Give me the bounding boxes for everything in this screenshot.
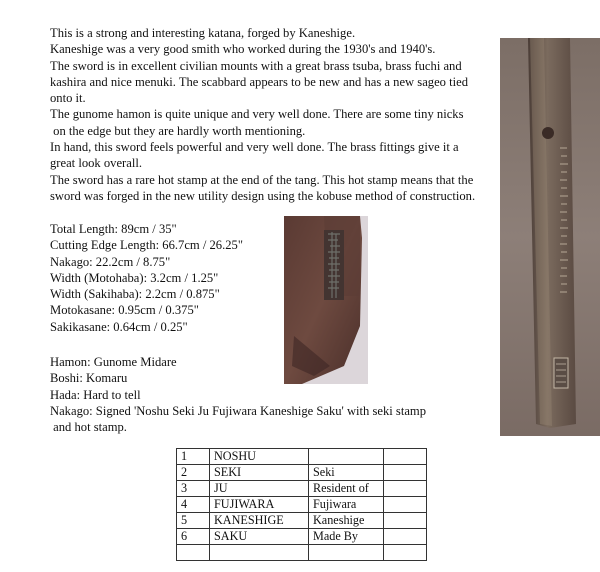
intro-line: onto it. (50, 91, 86, 106)
tang-stamp-image (284, 216, 368, 384)
table-row (177, 465, 427, 481)
specifications-list (50, 221, 243, 335)
blank-cell (384, 497, 427, 513)
spec-nakago: Nakago: 22.2cm / 8.75" (50, 254, 171, 269)
romaji-cell: SAKU (210, 529, 309, 545)
translation-cell: Kaneshige (309, 513, 384, 529)
intro-line: The gunome hamon is quite unique and very well done. There are some tiny nicks (50, 107, 464, 122)
romaji-cell: JU (210, 481, 309, 497)
tang-photo (500, 38, 600, 436)
tang-stamp-photo (284, 216, 368, 384)
intro-line: kashira and nice menuki. The scabbard appears to be new and has a new sageo tied (50, 74, 469, 89)
translation-cell: Resident of (309, 481, 384, 497)
intro-line: on the edge but they are hardly worth mentioning. (50, 123, 306, 138)
romaji-cell (210, 545, 309, 561)
translation-cell: Made By (309, 529, 384, 545)
stamp-line: The sword has a rare hot stamp at the end of the tang. This hot stamp means that the (50, 173, 474, 187)
detail-nakago: Nakago: Signed 'Noshu Seki Ju Fujiwara Kaneshige Saku' with seki stamp (50, 403, 427, 418)
signature-translation-table (176, 448, 427, 561)
detail-hada: Hada: Hard to tell (50, 387, 141, 402)
intro-line: Kaneshige was a very good smith who worked during the 1930's and 1940's. (50, 42, 436, 57)
table-row (177, 497, 427, 513)
blank-cell (384, 481, 427, 497)
stamp-line: sword was forged in the new utility design using the kobuse method of construction. (50, 189, 476, 204)
intro-paragraph (50, 25, 468, 172)
blank-cell (384, 529, 427, 545)
detail-hamon: Hamon: Gunome Midare (50, 355, 177, 369)
spec-motokasane: Motokasane: 0.95cm / 0.375" (50, 303, 199, 318)
intro-line: great look overall. (50, 156, 142, 171)
row-number: 6 (177, 529, 210, 545)
row-number: 4 (177, 497, 210, 513)
intro-line: This is a strong and interesting katana, forged by Kaneshige. (50, 26, 356, 40)
translation-cell (309, 545, 384, 561)
row-number: 1 (177, 449, 210, 465)
table-row (177, 513, 427, 529)
spec-cutting-edge: Cutting Edge Length: 66.7cm / 26.25" (50, 238, 243, 253)
blank-cell (384, 449, 427, 465)
romaji-cell: NOSHU (210, 449, 309, 465)
detail-nakago-cont: and hot stamp. (50, 420, 127, 435)
translation-cell (309, 449, 384, 465)
romaji-cell: SEKI (210, 465, 309, 481)
hot-stamp-paragraph (50, 172, 475, 205)
translation-cell: Fujiwara (309, 497, 384, 513)
spec-motohaba: Width (Motohaba): 3.2cm / 1.25" (50, 270, 219, 285)
table-row (177, 545, 427, 561)
spec-total-length: Total Length: 89cm / 35" (50, 222, 177, 236)
translation-cell: Seki (309, 465, 384, 481)
row-number: 2 (177, 465, 210, 481)
row-number: 5 (177, 513, 210, 529)
intro-line: In hand, this sword feels powerful and very well done. The brass fittings give it a (50, 140, 459, 155)
romaji-cell: KANESHIGE (210, 513, 309, 529)
blank-cell (384, 513, 427, 529)
blank-cell (384, 545, 427, 561)
table-row (177, 481, 427, 497)
table-row (177, 529, 427, 545)
spec-sakihaba: Width (Sakihaba): 2.2cm / 0.875" (50, 287, 220, 302)
blank-cell (384, 465, 427, 481)
table-row (177, 449, 427, 465)
detail-boshi: Boshi: Komaru (50, 371, 128, 386)
romaji-cell: FUJIWARA (210, 497, 309, 513)
row-number (177, 545, 210, 561)
tang-image (500, 38, 600, 436)
spec-sakikasane: Sakikasane: 0.64cm / 0.25" (50, 319, 188, 334)
row-number: 3 (177, 481, 210, 497)
details-list (50, 354, 426, 435)
intro-line: The sword is in excellent civilian mounts with a great brass tsuba, brass fuchi and (50, 58, 462, 73)
